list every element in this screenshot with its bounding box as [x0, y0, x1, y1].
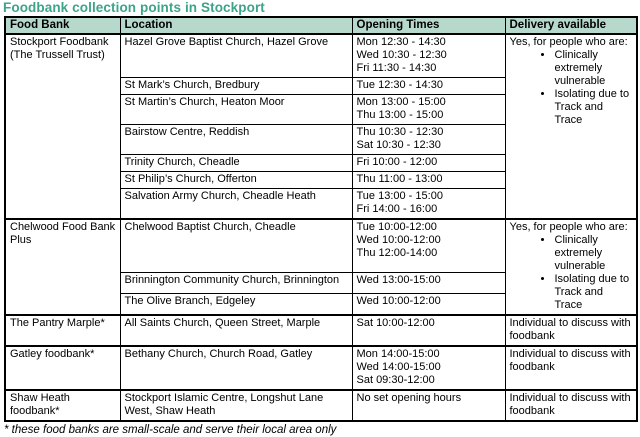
opening-times-cell	[352, 95, 505, 125]
delivery-cell	[505, 390, 637, 421]
location-cell: St Martin’s Church, Heaton Moor	[120, 95, 352, 125]
location-cell: Brinnington Community Church, Brinnington	[120, 273, 352, 294]
table-row	[5, 34, 637, 78]
opening-times-cell	[352, 78, 505, 95]
location-cell: All Saints Church, Queen Street, Marple	[120, 315, 352, 346]
footnote: * these food banks are small-scale and serve their local area only	[4, 424, 337, 436]
opening-time-line: Tue 10:00-12:00	[356, 221, 437, 233]
opening-times-cell	[352, 172, 505, 189]
delivery-cell	[505, 219, 637, 315]
opening-time-line: Sat 10:00-12:00	[356, 317, 435, 329]
opening-times-cell	[352, 34, 505, 78]
opening-time-line: Fri 11:30 - 14:30	[356, 62, 437, 74]
opening-time-line: Thu 11:00 - 13:00	[356, 173, 443, 185]
opening-time-line: Thu 10:30 - 12:30	[356, 126, 444, 138]
foodbank-table	[4, 16, 638, 422]
delivery-intro: Individual to discuss with foodbank	[509, 348, 631, 373]
opening-time-line: Mon 13:00 - 15:00	[356, 96, 446, 108]
table-row	[5, 390, 637, 421]
opening-times-cell	[352, 273, 505, 294]
location-cell: St Mark’s Church, Bredbury	[120, 78, 352, 95]
delivery-cell	[505, 34, 637, 219]
location-cell: St Philip’s Church, Offerton	[120, 172, 352, 189]
table-row	[5, 346, 637, 390]
opening-time-line: Tue 12:30 - 14:30	[356, 79, 443, 91]
opening-time-line: Wed 10:00-12:00	[356, 294, 441, 307]
table-row	[5, 219, 637, 273]
opening-times-cell	[352, 293, 505, 315]
location-cell: Salvation Army Church, Cheadle Heath	[120, 189, 352, 220]
delivery-bullet: • Isolating due to Track and Trace	[554, 88, 633, 127]
opening-time-line: Mon 14:00-15:00	[356, 348, 440, 360]
location-cell: Bairstow Centre, Reddish	[120, 125, 352, 155]
location-cell: Chelwood Baptist Church, Cheadle	[120, 219, 352, 273]
column-header-location: Location	[120, 17, 352, 34]
delivery-bullet-list	[510, 234, 633, 312]
location-cell: Hazel Grove Baptist Church, Hazel Grove	[120, 34, 352, 78]
opening-times-cell	[352, 189, 505, 220]
opening-times-cell	[352, 346, 505, 390]
foodbank-name-cell: The Pantry Marple*	[5, 315, 120, 346]
opening-times-cell	[352, 125, 505, 155]
delivery-cell	[505, 315, 637, 346]
opening-times-cell	[352, 155, 505, 172]
column-header-delivery-available: Delivery available	[505, 17, 637, 34]
opening-time-line: Thu 12:00-14:00	[356, 247, 438, 259]
opening-time-line: Wed 13:00-15:00	[356, 274, 441, 287]
foodbank-name-cell: Shaw Heath foodbank*	[5, 390, 120, 421]
opening-times-cell	[352, 315, 505, 346]
table-row	[5, 315, 637, 346]
delivery-bullet: • Clinically extremely vulnerable	[554, 49, 633, 88]
location-cell: Bethany Church, Church Road, Gatley	[120, 346, 352, 390]
delivery-bullet-list	[510, 49, 633, 127]
location-cell: Stockport Islamic Centre, Longshut Lane West, Shaw Heath	[120, 390, 352, 421]
delivery-intro: Individual to discuss with foodbank	[509, 317, 631, 342]
column-header-food-bank: Food Bank	[5, 17, 120, 34]
page-title: Foodbank collection points in Stockport	[3, 0, 265, 15]
table-header-row	[5, 17, 637, 34]
opening-time-line: Mon 12:30 - 14:30	[356, 36, 446, 48]
delivery-bullet: • Clinically extremely vulnerable	[554, 234, 633, 273]
opening-times-cell	[352, 219, 505, 273]
foodbank-name-cell: Chelwood Food Bank Plus	[5, 219, 120, 315]
delivery-intro: Yes, for people who are:	[509, 36, 628, 48]
foodbank-name-cell: Gatley foodbank*	[5, 346, 120, 390]
delivery-intro: Yes, for people who are:	[509, 221, 628, 233]
delivery-bullet: • Isolating due to Track and Trace	[554, 273, 633, 312]
opening-time-line: Sat 10:30 - 12:30	[356, 139, 441, 151]
column-header-opening-times: Opening Times	[352, 17, 505, 34]
delivery-cell	[505, 346, 637, 390]
opening-time-line: Thu 13:00 - 15:00	[356, 109, 444, 121]
opening-time-line: Tue 13:00 - 15:00	[356, 190, 443, 202]
foodbank-name-cell: Stockport Foodbank (The Trussell Trust)	[5, 34, 120, 219]
opening-time-line: Wed 14:00-15:00	[356, 361, 441, 373]
location-cell: Trinity Church, Cheadle	[120, 155, 352, 172]
opening-time-line: Fri 10:00 - 12:00	[356, 156, 438, 168]
opening-time-line: Wed 10:30 - 12:30	[356, 49, 447, 61]
table-body	[5, 34, 637, 421]
location-cell: The Olive Branch, Edgeley	[120, 293, 352, 315]
opening-times-cell	[352, 390, 505, 421]
delivery-intro: Individual to discuss with foodbank	[509, 392, 631, 417]
opening-time-line: Sat 09:30-12:00	[356, 374, 435, 386]
opening-time-line: Fri 14:00 - 16:00	[356, 203, 438, 215]
opening-time-line: Wed 10:00-12:00	[356, 234, 441, 246]
opening-time-line: No set opening hours	[356, 392, 462, 404]
